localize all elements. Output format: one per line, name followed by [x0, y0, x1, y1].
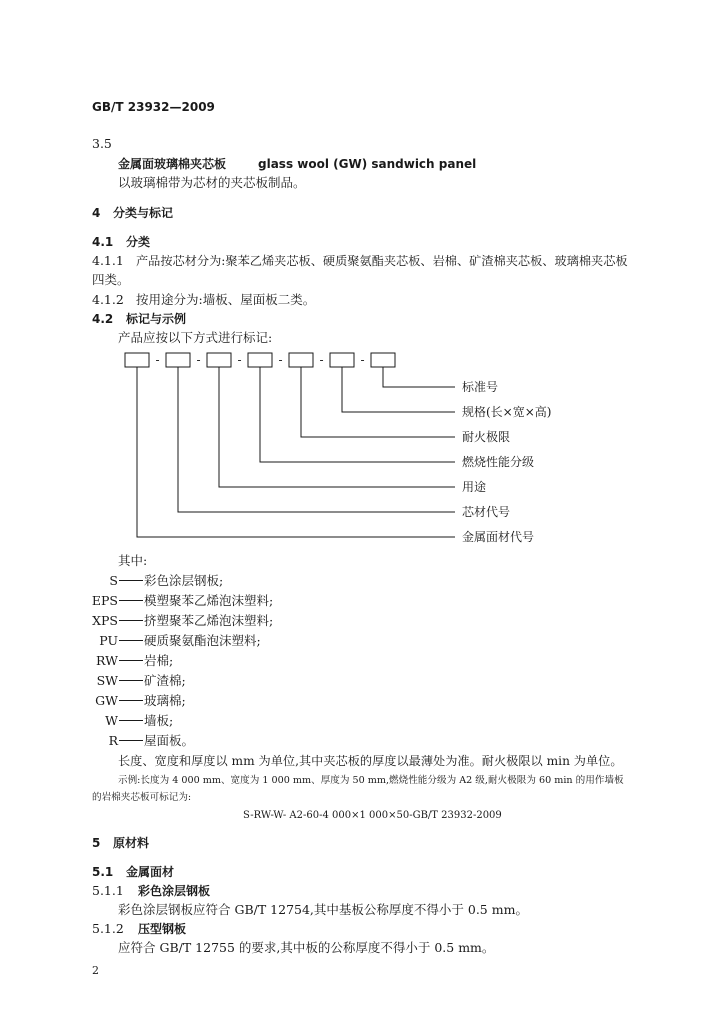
section-5-number: 5: [92, 836, 101, 850]
legend-code: EPS: [91, 593, 118, 608]
em-dash: [119, 640, 143, 641]
label-specification: 规格(长×宽×高): [462, 405, 552, 419]
legend-item: [72, 613, 273, 629]
section-4-2-number: 4.2: [92, 312, 114, 326]
section-4-1-number: 4.1: [92, 235, 114, 249]
box-4: [248, 353, 272, 367]
example-code: S-RW-W- A2-60-4 000×1 000×50-GB/T 23932-2009: [243, 810, 502, 821]
box-3: [207, 353, 231, 367]
section-4-2-title: 标记与示例: [126, 312, 187, 326]
legend-code: PU: [99, 633, 118, 648]
legend-item: [72, 693, 186, 709]
box-7: [371, 353, 395, 367]
section-4-title: 分类与标记: [113, 206, 174, 220]
legend-item: [72, 633, 261, 649]
diagram-boxes: [125, 353, 395, 367]
legend-desc: 硬质聚氨酯泡沫塑料;: [144, 633, 261, 648]
legend-item: [72, 573, 223, 589]
example-line2: 的岩棉夹芯板可标记为:: [92, 792, 192, 803]
term-definition: 以玻璃棉带为芯材的夹芯板制品。: [118, 175, 306, 190]
separator-2: -: [196, 353, 201, 367]
section-4-1-1-line2: 四类。: [92, 272, 130, 287]
section-5-title: 原材料: [113, 836, 150, 850]
legend-desc: 岩棉;: [144, 653, 174, 668]
legend-code: SW: [96, 673, 118, 688]
leader-4: [260, 367, 455, 462]
em-dash: [119, 660, 143, 661]
section-4-1-title: 分类: [126, 235, 151, 249]
em-dash: [119, 620, 143, 621]
term-chinese: 金属面玻璃棉夹芯板: [118, 157, 227, 171]
page-number: 2: [92, 964, 99, 977]
leader-1: [383, 367, 455, 387]
label-standard-number: 标准号: [462, 380, 499, 394]
section-4-1-1-number: 4.1.1: [92, 253, 124, 268]
example-line1: 示例:长度为 4 000 mm、宽度为 1 000 mm、厚度为 50 mm,燃烧性能分级为 A2 级,耐火极限为 60 min 的用作墙板: [118, 775, 624, 786]
leader-2: [342, 367, 455, 412]
section-5-1-title: 金属面材: [126, 865, 175, 879]
em-dash: [119, 720, 143, 721]
section-4-1-2-text: 按用途分为:墙板、屋面板二类。: [136, 292, 316, 307]
section-5-1-number: 5.1: [92, 865, 114, 879]
leader-6: [178, 367, 455, 512]
legend-desc: 墙板;: [144, 713, 174, 728]
section-5-1-1-text: 彩色涂层钢板应符合 GB/T 12754,其中基板公称厚度不得小于 0.5 mm。: [118, 902, 528, 917]
units-note: 长度、宽度和厚度以 mm 为单位,其中夹芯板的厚度以最薄处为准。耐火极限以 min 为单位。: [118, 754, 623, 768]
legend-item: [72, 733, 194, 749]
legend-intro: 其中:: [118, 553, 148, 568]
label-face-code: 金属面材代号: [462, 530, 535, 544]
section-4-number: 4: [92, 206, 101, 220]
label-core-code: 芯材代号: [462, 505, 511, 519]
section-5-1-2-title: 压型钢板: [138, 922, 187, 936]
section-5-1-2-number: 5.1.2: [92, 921, 124, 936]
legend-item: [72, 653, 173, 669]
box-5: [289, 353, 313, 367]
legend-desc: 挤塑聚苯乙烯泡沫塑料;: [144, 613, 274, 628]
section-4-2-intro: 产品应按以下方式进行标记:: [118, 330, 273, 345]
legend-code: XPS: [92, 613, 118, 628]
legend-item: [72, 713, 173, 729]
section-3-5-number: 3.5: [92, 136, 112, 151]
label-fire-resistance: 耐火极限: [462, 430, 511, 444]
legend-desc: 玻璃棉;: [144, 693, 186, 708]
separator-6: -: [360, 353, 365, 367]
separator-1: -: [155, 353, 160, 367]
box-6: [330, 353, 354, 367]
diagram-leaders: [137, 367, 455, 537]
separator-4: -: [278, 353, 283, 367]
em-dash: [119, 580, 143, 581]
diagram-separators: [155, 353, 364, 367]
separator-5: -: [319, 353, 324, 367]
legend-desc: 模塑聚苯乙烯泡沫塑料;: [144, 593, 274, 608]
legend-code: W: [105, 713, 118, 728]
legend-code: RW: [96, 653, 118, 668]
em-dash: [119, 600, 143, 601]
label-usage: 用途: [462, 480, 487, 494]
label-combustion-class: 燃烧性能分级: [462, 455, 535, 469]
section-5-1-1-number: 5.1.1: [92, 883, 124, 898]
legend-item: [72, 593, 273, 609]
section-5-1-2-text: 应符合 GB/T 12755 的要求,其中板的公称厚度不得小于 0.5 mm。: [118, 940, 495, 955]
leader-3: [301, 367, 455, 437]
diagram-labels: [462, 379, 551, 544]
section-5-1-1-title: 彩色涂层钢板: [138, 884, 211, 898]
box-2: [166, 353, 190, 367]
legend-code: S: [109, 573, 118, 588]
em-dash: [119, 700, 143, 701]
separator-3: -: [237, 353, 242, 367]
legend-desc: 矿渣棉;: [144, 673, 186, 688]
legend-code: GW: [95, 693, 118, 708]
standard-number: GB/T 23932—2009: [92, 100, 215, 114]
box-1: [125, 353, 149, 367]
em-dash: [119, 740, 143, 741]
legend-desc: 屋面板。: [144, 733, 195, 748]
legend-desc: 彩色涂层钢板;: [144, 573, 224, 588]
section-4-1-2-number: 4.1.2: [92, 292, 124, 307]
leader-5: [219, 367, 455, 487]
section-4-1-1-line1: 产品按芯材分为:聚苯乙烯夹芯板、硬质聚氨酯夹芯板、岩棉、矿渣棉夹芯板、玻璃棉夹芯板: [136, 254, 628, 268]
term-english: glass wool (GW) sandwich panel: [258, 157, 477, 171]
legend-code: R: [108, 733, 118, 748]
em-dash: [119, 680, 143, 681]
legend-item: [72, 673, 186, 689]
